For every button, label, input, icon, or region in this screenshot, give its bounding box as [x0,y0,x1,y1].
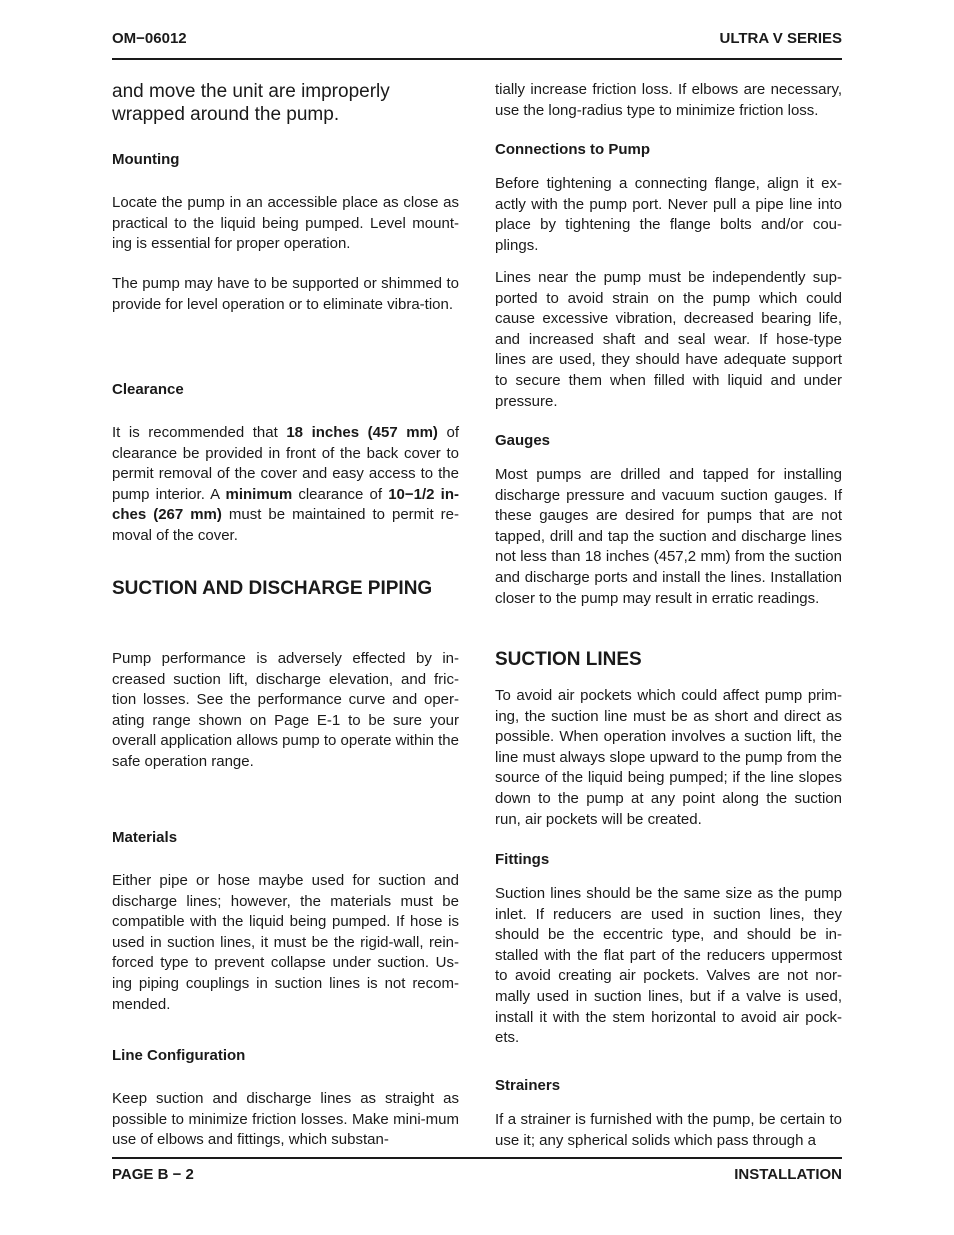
strainers-heading: Strainers [495,1077,561,1094]
mounting-paragraph-2: The pump may have to be supported or shimmed to provide for level operation or to eliminate vibra-tion. [112,275,459,313]
section-title: INSTALLATION [734,1166,842,1183]
fittings-heading: Fittings [495,851,550,868]
footer-rule [112,1157,842,1159]
suction-lines-heading: SUCTION LINES [495,649,642,670]
series-title: ULTRA V SERIES [719,30,842,47]
line-configuration-paragraph: Keep suction and discharge lines as straight as possible to minimize friction losses. Make mini-mum use of elbows and fittings, which substan- [112,1090,459,1149]
connections-heading: Connections to Pump [495,141,650,158]
clearance-heading: Clearance [112,381,184,398]
continuation-text: tially increase friction loss. If elbows are necessary, use the long-radius type to minimize friction loss. [495,81,842,119]
connections-paragraph-1: Before tightening a connecting flange, align it ex-actly with the pump port. Never pull a pipe line into place by tightening the flange bolts and/or cou-plings. [495,175,842,254]
page-header [112,30,842,47]
materials-heading: Materials [112,829,178,846]
page-footer [112,1166,842,1183]
gauges-heading: Gauges [495,432,551,449]
document-number: OM−06012 [112,30,187,47]
mounting-heading: Mounting [112,151,180,168]
line-configuration-heading: Line Configuration [112,1047,246,1064]
header-rule [112,58,842,60]
mounting-paragraph-1: Locate the pump in an accessible place as close as practical to the liquid being pumped. Level mount-ing is essential for proper operation. [112,194,459,253]
materials-paragraph: Either pipe or hose maybe used for suction and discharge lines; however, the materials must be compatible with the liquid being pumped. If hose is used in suction lines, it must be the rigid-wall, rein-forced type to prevent collapse under suction. Us-ing piping couplings in suction lines is not recom-mended. [112,872,459,1013]
page-number: PAGE B − 2 [112,1166,194,1183]
suction-lines-paragraph: To avoid air pockets which could affect pump prim-ing, the suction line must be as short and direct as possible. When operation involves a suction lift, the line must always slope upward to the pump from the source of the liquid being pumped; if the line slopes down to the pump at any point along the suction run, air pockets will be created. [495,687,842,828]
fittings-paragraph: Suction lines should be the same size as the pump inlet. If reducers are used in suction lines, they should be the eccentric type, and should be in-stalled with the flat part of the reducers uppermost to avoid creating air pockets. Valves are not nor-mally used in suction lines, but if a valve is used, install it with the stem horizontal to avoid air pock-ets. [495,885,842,1047]
intro-text: and move the unit are improperly wrapped around the pump. [112,81,390,125]
connections-paragraph-2: Lines near the pump must be independently sup-ported to avoid strain on the pump which could cause excessive vibration, decreased bearing life, and increased shaft and seal wear. If hose-type lines are used, they should have adequate support to secure them when filled with liquid and under pressure. [495,269,842,410]
suction-discharge-paragraph: Pump performance is adversely effected by in-creased suction lift, discharge elevation, and fric-tion losses. See the performance curve and oper-ating range shown on Page E-1 to be sure your overall application allows pump to operate within the safe operation range. [112,650,459,770]
gauges-paragraph: Most pumps are drilled and tapped for installing discharge pressure and vacuum suction gauges. If these gauges are desired for pumps that are not tapped, drill and tap the suction and discharge lines not less than 18 inches (457,2 mm) from the suction and discharge ports and install the lines. Installation closer to the pump may result in erratic readings. [495,466,842,607]
strainers-paragraph: If a strainer is furnished with the pump, be certain to use it; any spherical solids which pass through a [495,1111,842,1149]
suction-discharge-heading: SUCTION AND DISCHARGE PIPING [112,578,433,599]
clearance-paragraph: It is recommended that 18 inches (457 mm) of clearance be provided in front of the back cover to permit removal of the cover and easy access to the pump interior. A minimum clearance of 10−1/2 in-ches (267 mm) must be maintained to permit re-moval of the cover. [112,424,459,544]
